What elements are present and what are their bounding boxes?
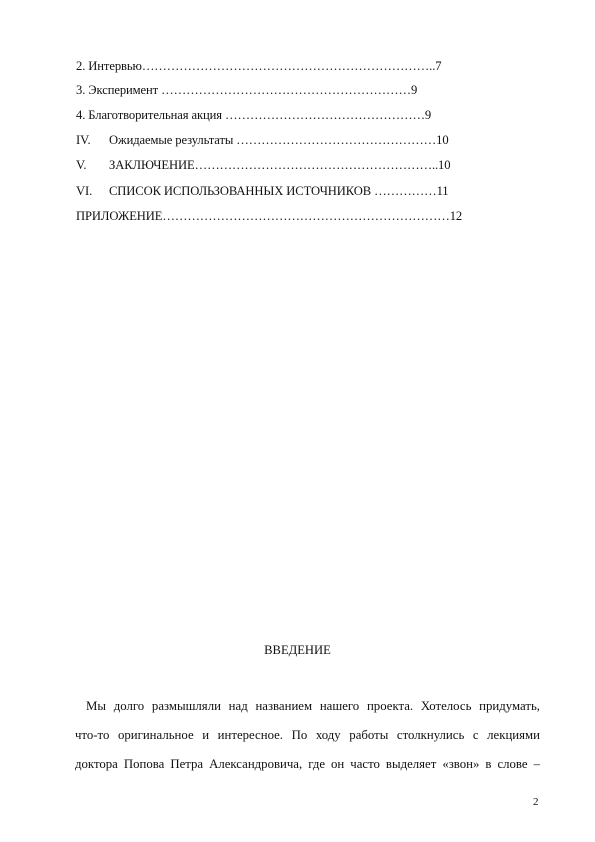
toc-entry-text: СПИСОК ИСПОЛЬЗОВАННЫХ ИСТОЧНИКОВ ……………11 [109,184,449,198]
toc-entry-appendix [76,208,462,224]
toc-entry-text: 2. Интервью……………………………………………………………..7 [76,59,442,73]
toc-entry-text: ПРИЛОЖЕНИЕ……………………………………………………………12 [76,209,463,223]
toc-entry-charity [76,107,431,123]
paragraph-line: Мы долго размышляли над названием нашего проекта. Хотелось придумать, [86,699,540,713]
toc-entry-number: VI. [76,184,93,198]
toc-entry-experiment [76,82,417,98]
toc-entry-conclusion [76,157,450,173]
paragraph-line: что-то оригинальное и интересное. По ходу работы столкнулись с лекциями [75,728,540,742]
paragraph-line: доктора Попова Петра Александровича, где он часто выделяет «звон» в слове – [75,757,540,771]
toc-entry-text: ЗАКЛЮЧЕНИЕ…………………………………………………..10 [109,158,451,172]
toc-entry-number: IV. [76,133,91,147]
toc-entry-interview [76,58,441,74]
page-number: 2 [533,796,539,808]
section-heading: ВВЕДЕНИЕ [264,643,331,657]
toc-entry-sources [76,183,449,199]
toc-entry-expected-results [76,132,449,148]
toc-entry-text: 3. Эксперимент ……………………………………………………9 [76,83,418,97]
toc-entry-text: 4. Благотворительная акция …………………………………………9 [76,108,432,122]
toc-entry-text: Ожидаемые результаты …………………………………………10 [109,133,449,147]
intro-paragraph [75,692,540,779]
toc-entry-number: V. [76,158,87,172]
